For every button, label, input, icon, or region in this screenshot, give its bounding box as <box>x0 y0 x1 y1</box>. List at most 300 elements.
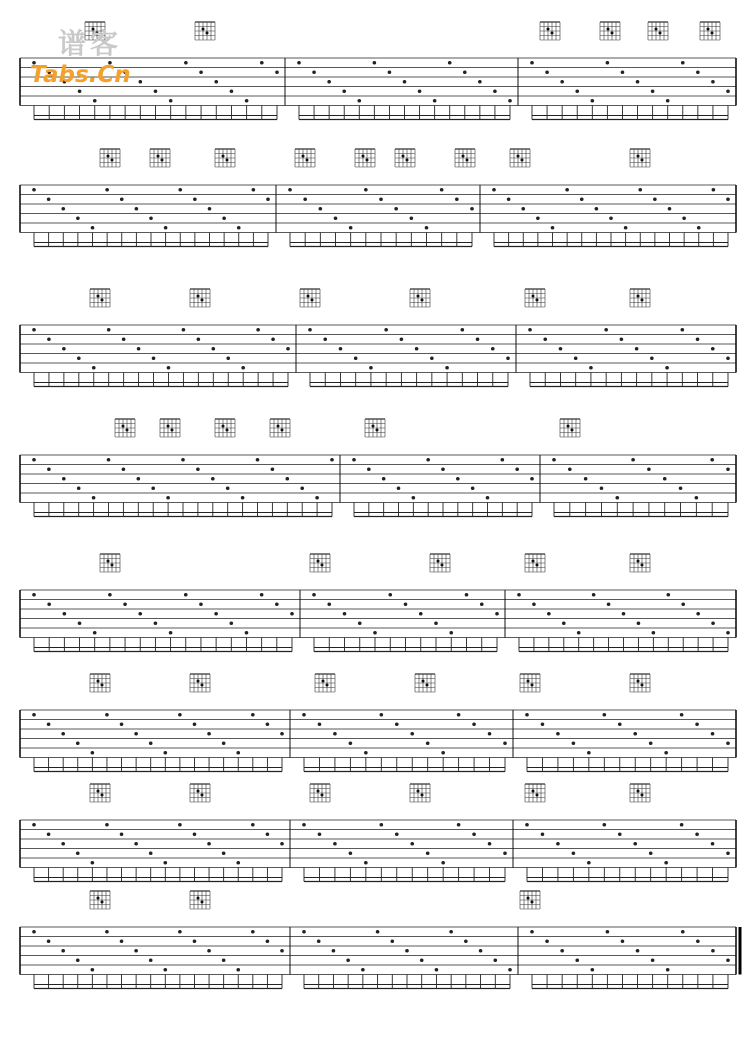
note-head <box>271 467 275 471</box>
chord-finger-dot <box>659 32 662 35</box>
note-head <box>463 70 467 74</box>
note-head <box>256 458 260 462</box>
chord-finger-dot <box>321 564 324 567</box>
note-head <box>633 732 637 736</box>
note-head <box>696 612 700 616</box>
note-head <box>62 347 66 351</box>
note-head <box>211 477 215 481</box>
note-head <box>668 207 672 211</box>
chord-finger-dot <box>462 155 465 158</box>
note-head <box>441 861 445 865</box>
chord-finger-dot <box>641 299 644 302</box>
note-head <box>637 621 641 625</box>
note-head <box>575 958 579 962</box>
note-head <box>506 356 510 360</box>
note-head <box>560 80 564 84</box>
note-head <box>448 61 452 65</box>
chord-finger-dot <box>466 159 469 162</box>
note-head <box>47 197 51 201</box>
note-head <box>303 197 307 201</box>
watermark-chinese-logo: 谱客 <box>58 27 123 60</box>
note-head <box>332 949 336 953</box>
note-head <box>541 722 545 726</box>
note-head <box>572 741 576 745</box>
note-head <box>587 751 591 755</box>
chord-finger-dot <box>607 28 610 31</box>
note-head <box>76 851 80 855</box>
note-head <box>441 467 445 471</box>
chord-finger-dot <box>122 425 125 428</box>
note-head <box>280 732 284 736</box>
note-head <box>503 741 507 745</box>
note-head <box>134 842 138 846</box>
chord-finger-dot <box>641 684 644 687</box>
note-head <box>93 99 97 103</box>
note-head <box>312 70 316 74</box>
note-head <box>196 467 200 471</box>
chord-finger-dot <box>201 901 204 904</box>
note-head <box>339 347 343 351</box>
note-head <box>606 61 610 65</box>
note-head <box>47 337 51 341</box>
note-head <box>214 80 218 84</box>
note-head <box>105 713 109 717</box>
note-head <box>556 842 560 846</box>
note-head <box>530 477 534 481</box>
note-head <box>120 939 124 943</box>
note-head <box>711 842 715 846</box>
note-head <box>226 486 230 490</box>
chord-finger-dot <box>281 429 284 432</box>
note-head <box>222 958 226 962</box>
note-head <box>562 621 566 625</box>
note-head <box>323 337 327 341</box>
chord-finger-dot <box>167 425 170 428</box>
note-head <box>388 70 392 74</box>
note-head <box>77 356 81 360</box>
note-head <box>379 197 383 201</box>
note-head <box>149 741 153 745</box>
note-head <box>525 713 529 717</box>
note-head <box>302 930 306 934</box>
chord-finger-dot <box>101 901 104 904</box>
note-head <box>61 949 65 953</box>
chord-finger-dot <box>202 28 205 31</box>
note-head <box>726 467 730 471</box>
note-head <box>373 61 377 65</box>
note-head <box>559 347 563 351</box>
note-head <box>120 722 124 726</box>
note-head <box>105 823 109 827</box>
note-head <box>241 496 245 500</box>
note-head <box>382 477 386 481</box>
note-head <box>486 496 490 500</box>
note-head <box>726 958 730 962</box>
watermark-site-logo: Tabs.Cn <box>30 62 131 88</box>
chord-finger-dot <box>551 32 554 35</box>
note-head <box>560 949 564 953</box>
note-head <box>665 366 669 370</box>
note-head <box>388 593 392 597</box>
note-head <box>207 732 211 736</box>
note-head <box>663 477 667 481</box>
note-head <box>63 612 67 616</box>
note-head <box>78 89 82 93</box>
note-head <box>92 496 96 500</box>
note-head <box>47 939 51 943</box>
note-head <box>315 496 319 500</box>
note-head <box>317 939 321 943</box>
chord-finger-dot <box>406 159 409 162</box>
note-head <box>493 89 497 93</box>
note-head <box>478 80 482 84</box>
note-head <box>635 347 639 351</box>
note-head <box>638 188 642 192</box>
note-head <box>193 722 197 726</box>
note-head <box>319 207 323 211</box>
note-head <box>334 216 338 220</box>
note-head <box>380 713 384 717</box>
note-head <box>404 602 408 606</box>
chord-finger-dot <box>422 680 425 683</box>
note-head <box>302 823 306 827</box>
note-head <box>236 968 240 972</box>
note-head <box>584 477 588 481</box>
note-head <box>491 347 495 351</box>
note-head <box>76 958 80 962</box>
note-head <box>354 356 358 360</box>
note-head <box>137 477 141 481</box>
note-head <box>32 328 36 332</box>
note-head <box>290 612 294 616</box>
note-head <box>681 61 685 65</box>
note-head <box>726 197 730 201</box>
note-head <box>536 216 540 220</box>
note-head <box>122 337 126 341</box>
chord-finger-dot <box>402 155 405 158</box>
chord-finger-dot <box>517 155 520 158</box>
chord-finger-dot <box>536 794 539 797</box>
note-head <box>532 602 536 606</box>
note-head <box>541 832 545 836</box>
chord-finger-dot <box>307 295 310 298</box>
note-head <box>649 741 653 745</box>
note-head <box>710 458 714 462</box>
chord-finger-dot <box>197 790 200 793</box>
note-head <box>410 732 414 736</box>
chord-finger-dot <box>536 564 539 567</box>
chord-finger-dot <box>531 684 534 687</box>
chord-finger-dot <box>171 429 174 432</box>
note-head <box>280 949 284 953</box>
chord-finger-dot <box>711 32 714 35</box>
chord-finger-dot <box>532 790 535 793</box>
note-head <box>193 939 197 943</box>
note-head <box>600 486 604 490</box>
note-head <box>169 99 173 103</box>
chord-finger-dot <box>197 295 200 298</box>
note-head <box>508 99 512 103</box>
note-head <box>364 751 368 755</box>
note-head <box>327 602 331 606</box>
note-head <box>135 207 139 211</box>
note-head <box>318 722 322 726</box>
chord-finger-dot <box>197 680 200 683</box>
chord-finger-dot <box>421 794 424 797</box>
note-head <box>134 732 138 736</box>
chord-finger-dot <box>532 295 535 298</box>
note-head <box>592 593 596 597</box>
chord-finger-dot <box>101 794 104 797</box>
chord-finger-dot <box>97 790 100 793</box>
chord-finger-dot <box>521 159 524 162</box>
note-head <box>138 612 142 616</box>
note-head <box>480 602 484 606</box>
note-head <box>266 832 270 836</box>
note-head <box>552 458 556 462</box>
note-head <box>631 458 635 462</box>
note-head <box>137 347 141 351</box>
note-head <box>275 70 279 74</box>
note-head <box>286 347 290 351</box>
note-head <box>107 328 111 332</box>
chord-finger-dot <box>201 299 204 302</box>
note-head <box>237 226 241 230</box>
chord-finger-dot <box>426 684 429 687</box>
note-head <box>420 958 424 962</box>
note-head <box>91 861 95 865</box>
note-head <box>208 207 212 211</box>
note-head <box>726 631 730 635</box>
note-head <box>373 631 377 635</box>
note-head <box>92 366 96 370</box>
note-head <box>696 337 700 341</box>
chord-finger-dot <box>222 155 225 158</box>
note-head <box>376 930 380 934</box>
note-head <box>464 939 468 943</box>
chord-finger-dot <box>372 425 375 428</box>
chord-finger-dot <box>97 680 100 683</box>
note-head <box>349 741 353 745</box>
note-head <box>32 930 36 934</box>
chord-finger-dot <box>277 425 280 428</box>
note-head <box>493 958 497 962</box>
note-head <box>163 968 167 972</box>
note-head <box>260 593 264 597</box>
note-head <box>525 823 529 827</box>
note-head <box>652 631 656 635</box>
note-head <box>426 851 430 855</box>
note-head <box>565 188 569 192</box>
note-head <box>653 197 657 201</box>
chord-finger-dot <box>161 159 164 162</box>
note-head <box>236 861 240 865</box>
note-head <box>222 216 226 220</box>
chord-finger-dot <box>417 790 420 793</box>
chord-finger-dot <box>111 564 114 567</box>
note-head <box>32 458 36 462</box>
chord-finger-dot <box>637 680 640 683</box>
note-head <box>488 732 492 736</box>
chord-finger-dot <box>126 429 129 432</box>
chord-finger-dot <box>531 901 534 904</box>
note-head <box>426 741 430 745</box>
note-head <box>47 467 51 471</box>
chord-finger-dot <box>111 159 114 162</box>
note-head <box>214 612 218 616</box>
chord-finger-dot <box>226 159 229 162</box>
note-head <box>149 851 153 855</box>
note-head <box>149 958 153 962</box>
note-head <box>476 337 480 341</box>
note-head <box>445 366 449 370</box>
note-head <box>93 631 97 635</box>
note-head <box>346 958 350 962</box>
note-head <box>666 593 670 597</box>
note-head <box>271 337 275 341</box>
chord-finger-dot <box>637 295 640 298</box>
note-head <box>595 207 599 211</box>
note-head <box>591 99 595 103</box>
note-head <box>211 347 215 351</box>
note-head <box>333 732 337 736</box>
chord-finger-dot <box>641 564 644 567</box>
note-head <box>327 80 331 84</box>
chord-finger-dot <box>226 429 229 432</box>
note-head <box>349 226 353 230</box>
note-head <box>636 949 640 953</box>
note-head <box>455 197 459 201</box>
note-head <box>696 70 700 74</box>
note-head <box>361 968 365 972</box>
note-head <box>577 631 581 635</box>
note-head <box>515 467 519 471</box>
note-head <box>618 832 622 836</box>
note-head <box>711 621 715 625</box>
chord-finger-dot <box>527 680 530 683</box>
note-head <box>711 80 715 84</box>
note-head <box>607 602 611 606</box>
chord-finger-dot <box>437 560 440 563</box>
note-head <box>456 477 460 481</box>
note-head <box>441 751 445 755</box>
note-head <box>260 61 264 65</box>
note-head <box>479 949 483 953</box>
note-head <box>606 930 610 934</box>
note-head <box>300 486 304 490</box>
note-head <box>726 851 730 855</box>
note-head <box>61 732 65 736</box>
chord-finger-dot <box>366 159 369 162</box>
note-head <box>47 832 51 836</box>
chord-finger-dot <box>417 295 420 298</box>
note-head <box>349 851 353 855</box>
chord-finger-dot <box>707 28 710 31</box>
note-head <box>472 832 476 836</box>
note-head <box>78 621 82 625</box>
note-head <box>32 713 36 717</box>
chord-finger-dot <box>107 155 110 158</box>
chord-finger-dot <box>376 429 379 432</box>
note-head <box>405 949 409 953</box>
chord-finger-dot <box>441 564 444 567</box>
note-head <box>682 216 686 220</box>
note-head <box>664 861 668 865</box>
chord-finger-dot <box>317 560 320 563</box>
note-head <box>395 832 399 836</box>
chord-finger-dot <box>201 794 204 797</box>
note-head <box>530 930 534 934</box>
chord-finger-dot <box>107 560 110 563</box>
note-head <box>461 328 465 332</box>
note-head <box>415 347 419 351</box>
note-head <box>302 713 306 717</box>
note-head <box>695 832 699 836</box>
note-head <box>288 188 292 192</box>
note-head <box>575 89 579 93</box>
note-head <box>449 631 453 635</box>
note-head <box>207 949 211 953</box>
chord-finger-dot <box>655 28 658 31</box>
note-head <box>609 216 613 220</box>
note-head <box>495 612 499 616</box>
note-head <box>618 722 622 726</box>
note-head <box>426 458 430 462</box>
note-head <box>178 823 182 827</box>
note-head <box>603 823 607 827</box>
note-head <box>471 486 475 490</box>
note-head <box>726 741 730 745</box>
note-head <box>178 930 182 934</box>
note-head <box>343 612 347 616</box>
note-head <box>433 99 437 103</box>
note-head <box>163 861 167 865</box>
note-head <box>695 722 699 726</box>
note-head <box>61 842 65 846</box>
note-head <box>308 328 312 332</box>
note-head <box>181 458 185 462</box>
note-head <box>199 70 203 74</box>
note-head <box>226 356 230 360</box>
note-head <box>666 99 670 103</box>
note-head <box>184 61 188 65</box>
note-head <box>403 80 407 84</box>
note-head <box>636 80 640 84</box>
note-head <box>551 226 555 230</box>
note-head <box>236 751 240 755</box>
chord-finger-dot <box>641 794 644 797</box>
note-head <box>449 930 453 934</box>
note-head <box>615 496 619 500</box>
note-head <box>395 722 399 726</box>
note-head <box>120 197 124 201</box>
note-head <box>280 842 284 846</box>
chord-finger-dot <box>311 299 314 302</box>
note-head <box>229 621 233 625</box>
chord-finger-dot <box>201 684 204 687</box>
note-head <box>357 99 361 103</box>
note-head <box>501 458 505 462</box>
note-head <box>711 347 715 351</box>
note-head <box>419 612 423 616</box>
note-head <box>105 930 109 934</box>
note-head <box>251 930 255 934</box>
chord-finger-dot <box>157 155 160 158</box>
note-head <box>342 89 346 93</box>
note-head <box>507 197 511 201</box>
note-head <box>164 226 168 230</box>
note-head <box>580 197 584 201</box>
